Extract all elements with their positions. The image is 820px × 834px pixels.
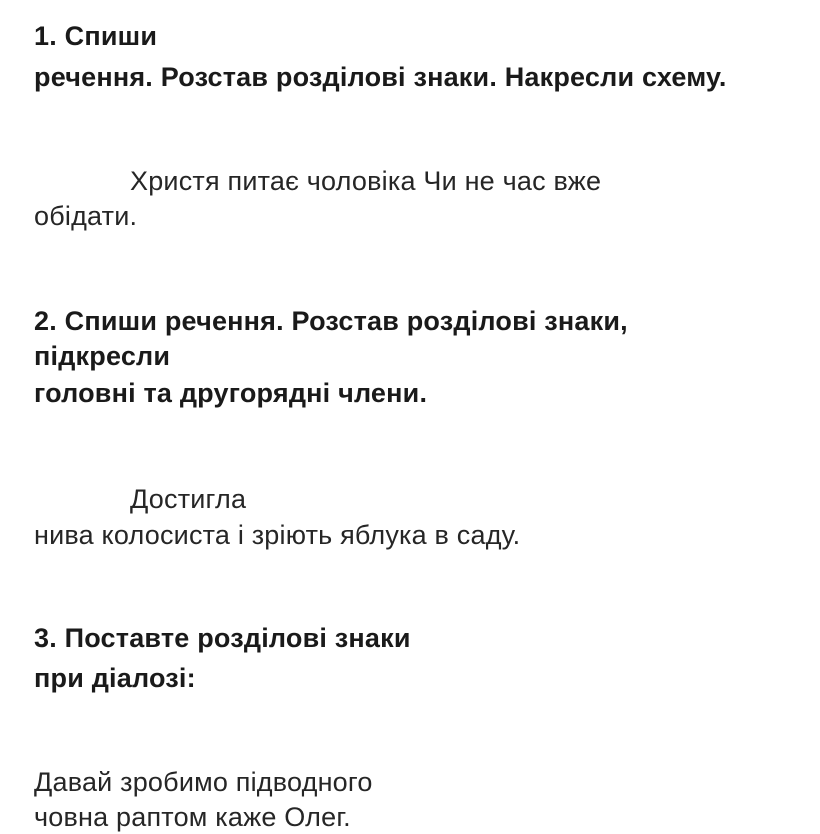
task-1-heading-line-2: речення. Розстав розділові знаки. Накресли схему. — [34, 62, 727, 92]
task-3-dialogue-line-2: човна раптом каже Олег. — [34, 802, 351, 832]
task-3-heading-line-2: при діалозі: — [34, 663, 196, 693]
task-1-sentence-line-2: обідати. — [34, 201, 138, 231]
task-3-heading-line-1: 3. Поставте розділові знаки — [34, 623, 411, 653]
task-3-dialogue-line-1: Давай зробимо підводного — [34, 767, 373, 797]
task-2-sentence-line-2: нива колосиста і зріють яблука в саду. — [34, 520, 521, 550]
task-2-heading-line-2: підкресли — [34, 341, 171, 371]
task-2-heading-line-1: 2. Спиши речення. Розстав розділові знаки, — [34, 306, 628, 336]
task-1-heading-line-1: 1. Спиши — [34, 21, 158, 51]
task-1-sentence-line-1: Христя питає чоловіка Чи не час вже — [130, 166, 602, 196]
task-2-sentence-line-1: Достигла — [130, 484, 247, 514]
task-2-heading-line-3: головні та другорядні члени. — [34, 378, 428, 408]
